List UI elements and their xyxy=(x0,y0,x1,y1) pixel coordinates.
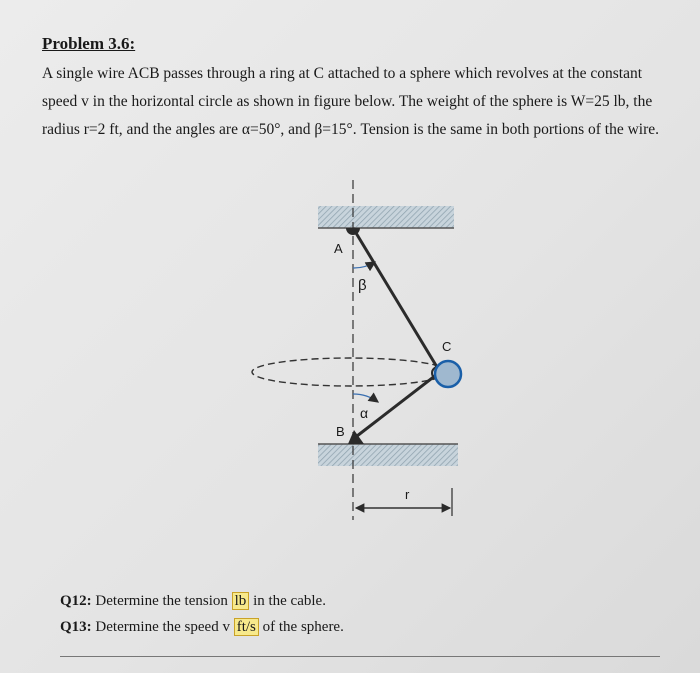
sphere xyxy=(435,361,461,387)
statement-line: A single wire ACB passes through a ring at C attached to a sphere which revolves at the constant xyxy=(42,65,643,82)
wire-ac xyxy=(353,228,440,372)
question-text: Determine the speed v xyxy=(91,619,234,635)
label-r: r xyxy=(405,487,410,502)
question-text: Determine the tension xyxy=(91,593,232,609)
beta-arc xyxy=(353,262,375,268)
label-beta: β xyxy=(358,277,367,294)
question-text: in the cable. xyxy=(249,593,326,609)
unit-highlight: ft/s xyxy=(234,618,259,636)
question-id: Q13: xyxy=(60,619,92,635)
label-c: C xyxy=(442,339,452,354)
statement-line: radius r=2 ft, and the angles are α=50°, and β=15°. Tension is the same in both portions of the wire. xyxy=(42,121,660,138)
question-q13 xyxy=(60,614,344,640)
label-b: B xyxy=(336,424,345,439)
question-text: of the sphere. xyxy=(258,619,344,635)
wire-bc xyxy=(357,372,440,436)
horizontal-circle-path xyxy=(252,358,448,386)
problem-title: Problem 3.6: xyxy=(42,34,136,53)
statement-line: speed v in the horizontal circle as shown in figure below. The weight of the sphere is W=25 lb, the xyxy=(42,93,653,110)
question-id: Q12: xyxy=(60,593,92,609)
questions xyxy=(60,588,344,640)
alpha-arc xyxy=(353,394,378,402)
bottom-divider xyxy=(60,656,660,657)
question-q12 xyxy=(60,588,344,614)
label-alpha: α xyxy=(360,405,369,421)
label-a: A xyxy=(334,241,343,256)
floor-support xyxy=(318,444,458,466)
ceiling-support xyxy=(318,206,454,228)
unit-highlight: lb xyxy=(232,592,250,610)
